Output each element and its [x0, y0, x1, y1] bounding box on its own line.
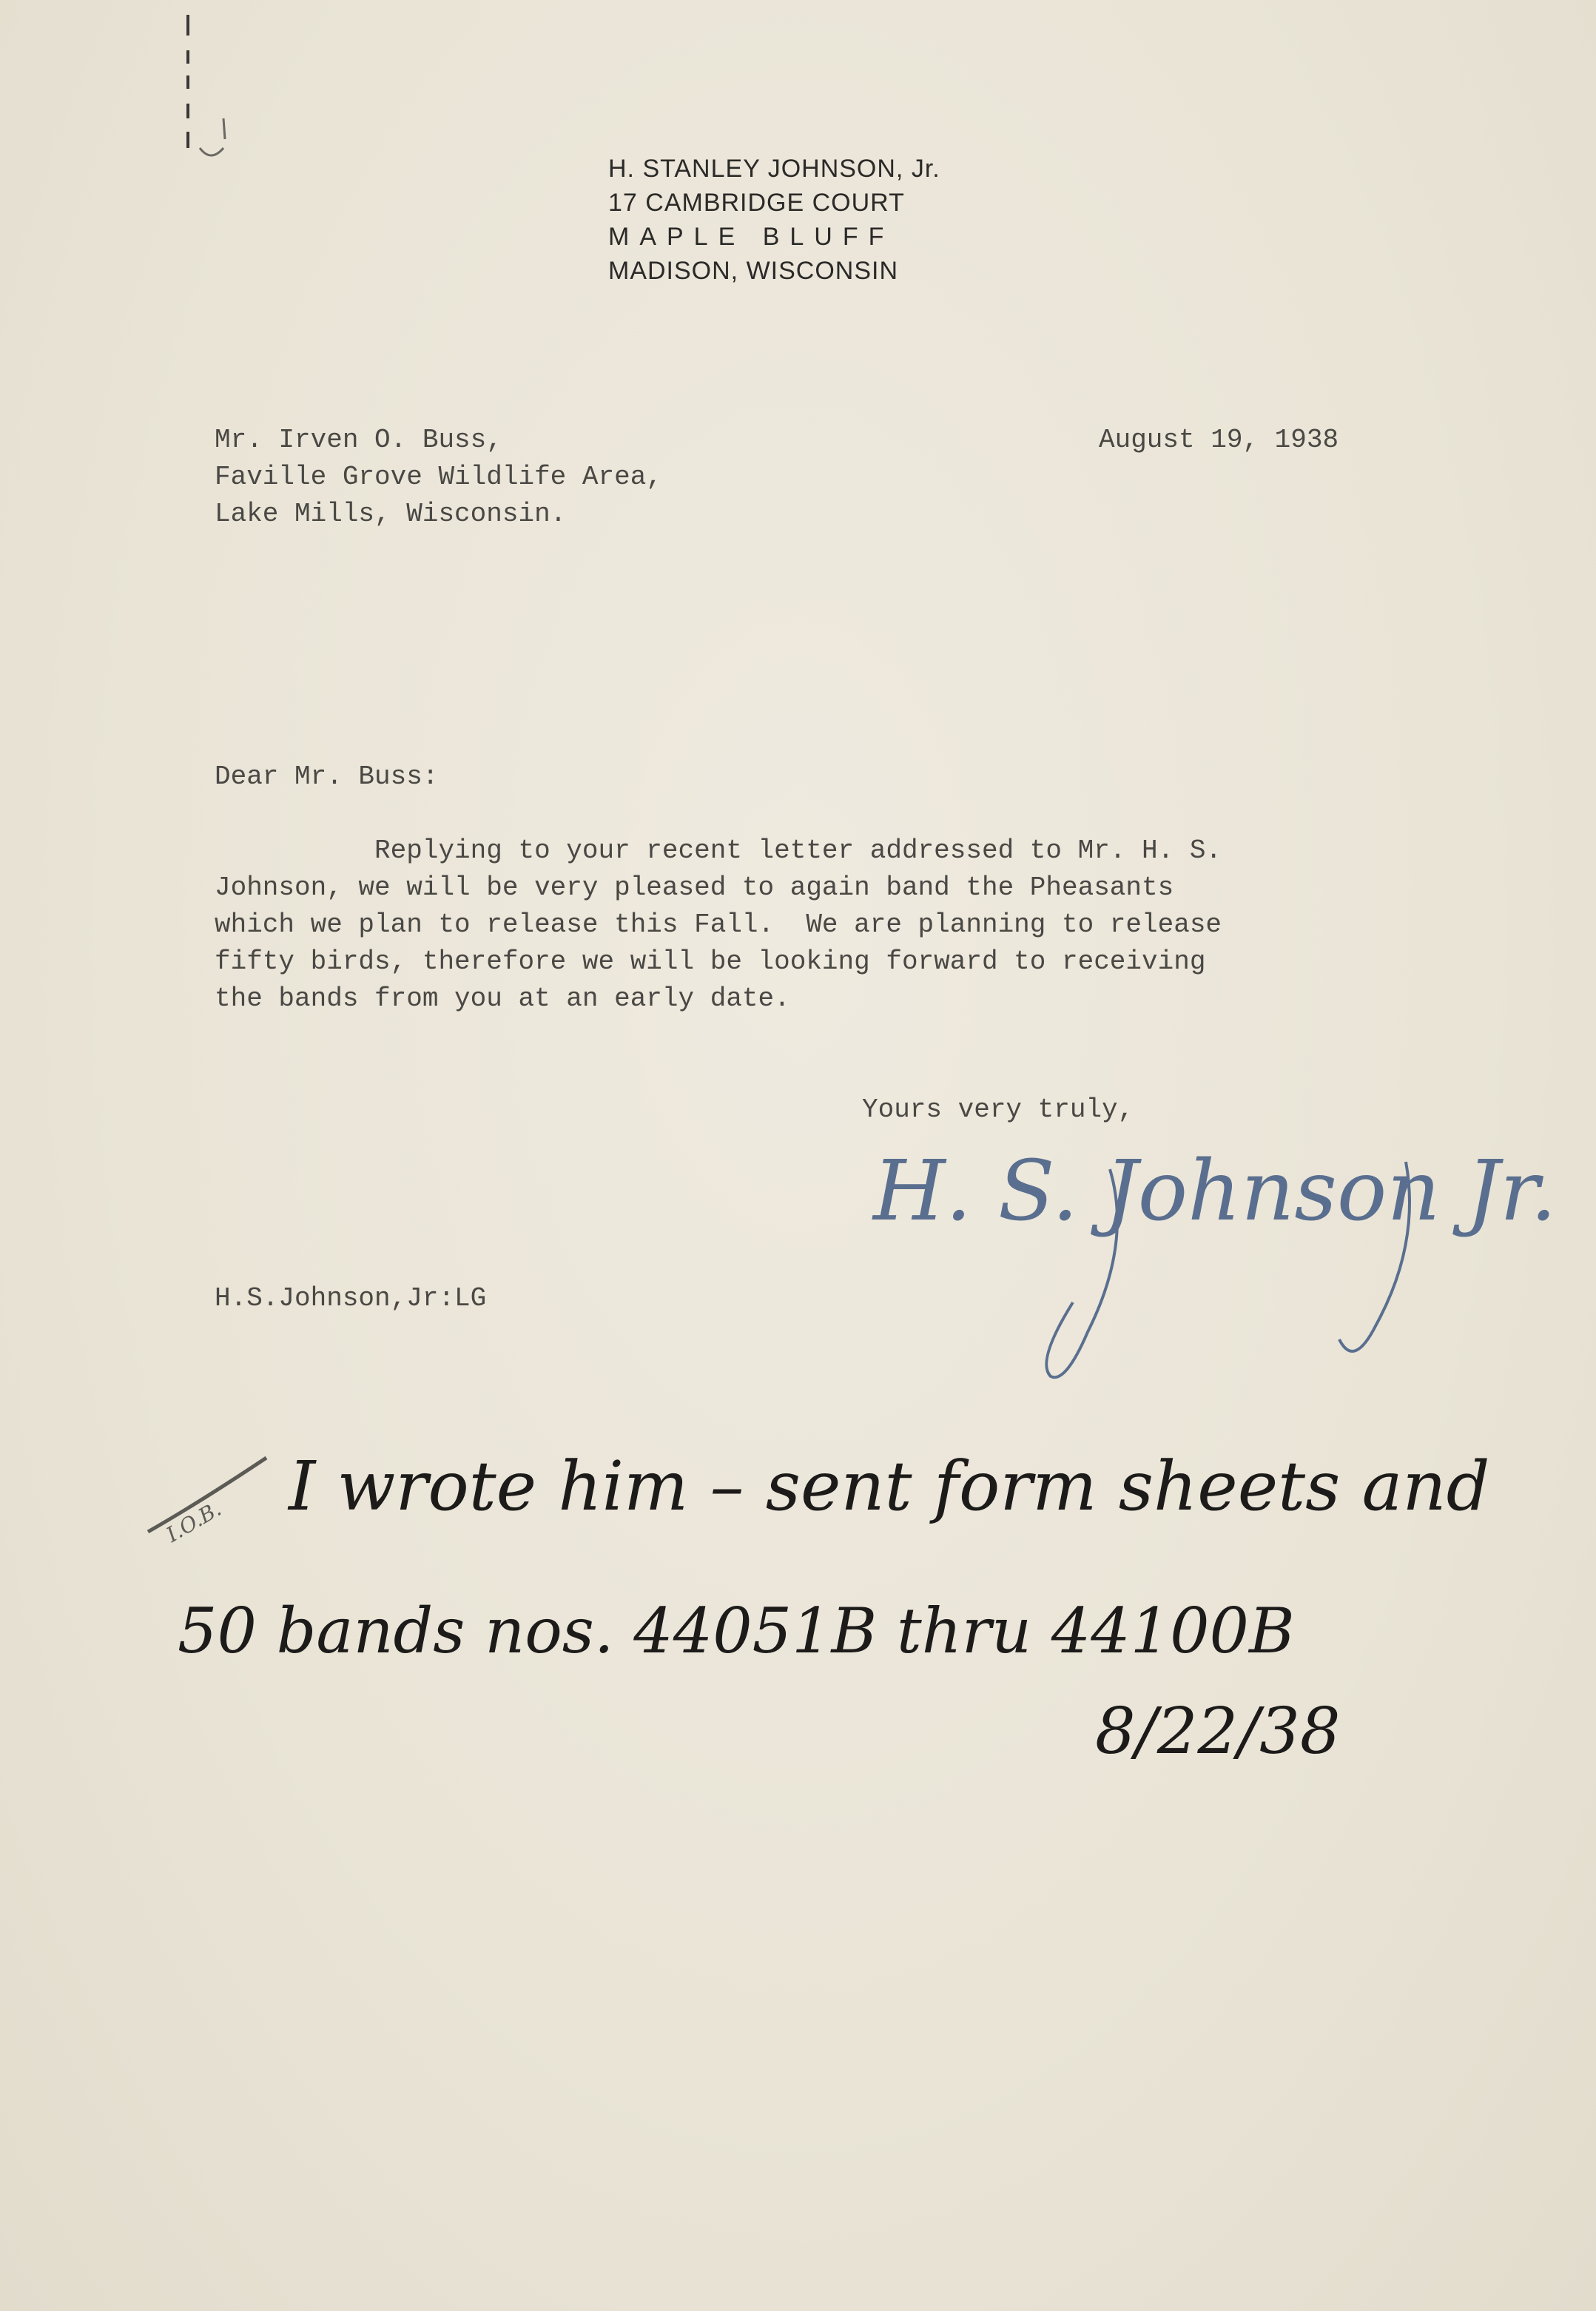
note-line-2: 50 bands nos. 44051B thru 44100B: [178, 1595, 1295, 1667]
body-line-5: the bands from you at an early date.: [215, 983, 790, 1014]
letter-date: August 19, 1938: [1099, 425, 1339, 455]
recipient-city: Lake Mills, Wisconsin.: [215, 499, 567, 529]
salutation: Dear Mr. Buss:: [215, 761, 439, 792]
recipient-org: Faville Grove Wildlife Area,: [215, 462, 662, 492]
body-line-1: Replying to your recent letter addressed to Mr. H. S.: [215, 835, 1222, 866]
signature: H. S. Johnson Jr.: [873, 1143, 1557, 1239]
note-line-1: I wrote him – sent form sheets and: [289, 1447, 1490, 1526]
letterhead-area: MAPLE BLUFF: [608, 223, 895, 251]
closing: Yours very truly,: [862, 1094, 1134, 1125]
note-initials: I.O.B.: [162, 1496, 226, 1547]
letterhead: [608, 152, 993, 288]
signature-flourish: [1021, 1154, 1465, 1391]
letterhead-name: H. STANLEY JOHNSON, Jr.: [608, 155, 940, 183]
note-date: 8/22/38: [1095, 1695, 1341, 1769]
recipient-name: Mr. Irven O. Buss,: [215, 425, 502, 455]
punch-marks: [178, 7, 244, 163]
letterhead-street: 17 CAMBRIDGE COURT: [608, 189, 905, 217]
typist-initials: H.S.Johnson,Jr:LG: [215, 1283, 487, 1313]
body-line-3: which we plan to release this Fall. We are planning to release: [215, 909, 1222, 940]
body-line-4: fifty birds, therefore we will be looking forward to receiving: [215, 946, 1206, 977]
letterhead-city: MADISON, WISCONSIN: [608, 257, 899, 285]
body-line-2: Johnson, we will be very pleased to again band the Pheasants: [215, 872, 1174, 903]
note-check-mark: [141, 1450, 274, 1539]
